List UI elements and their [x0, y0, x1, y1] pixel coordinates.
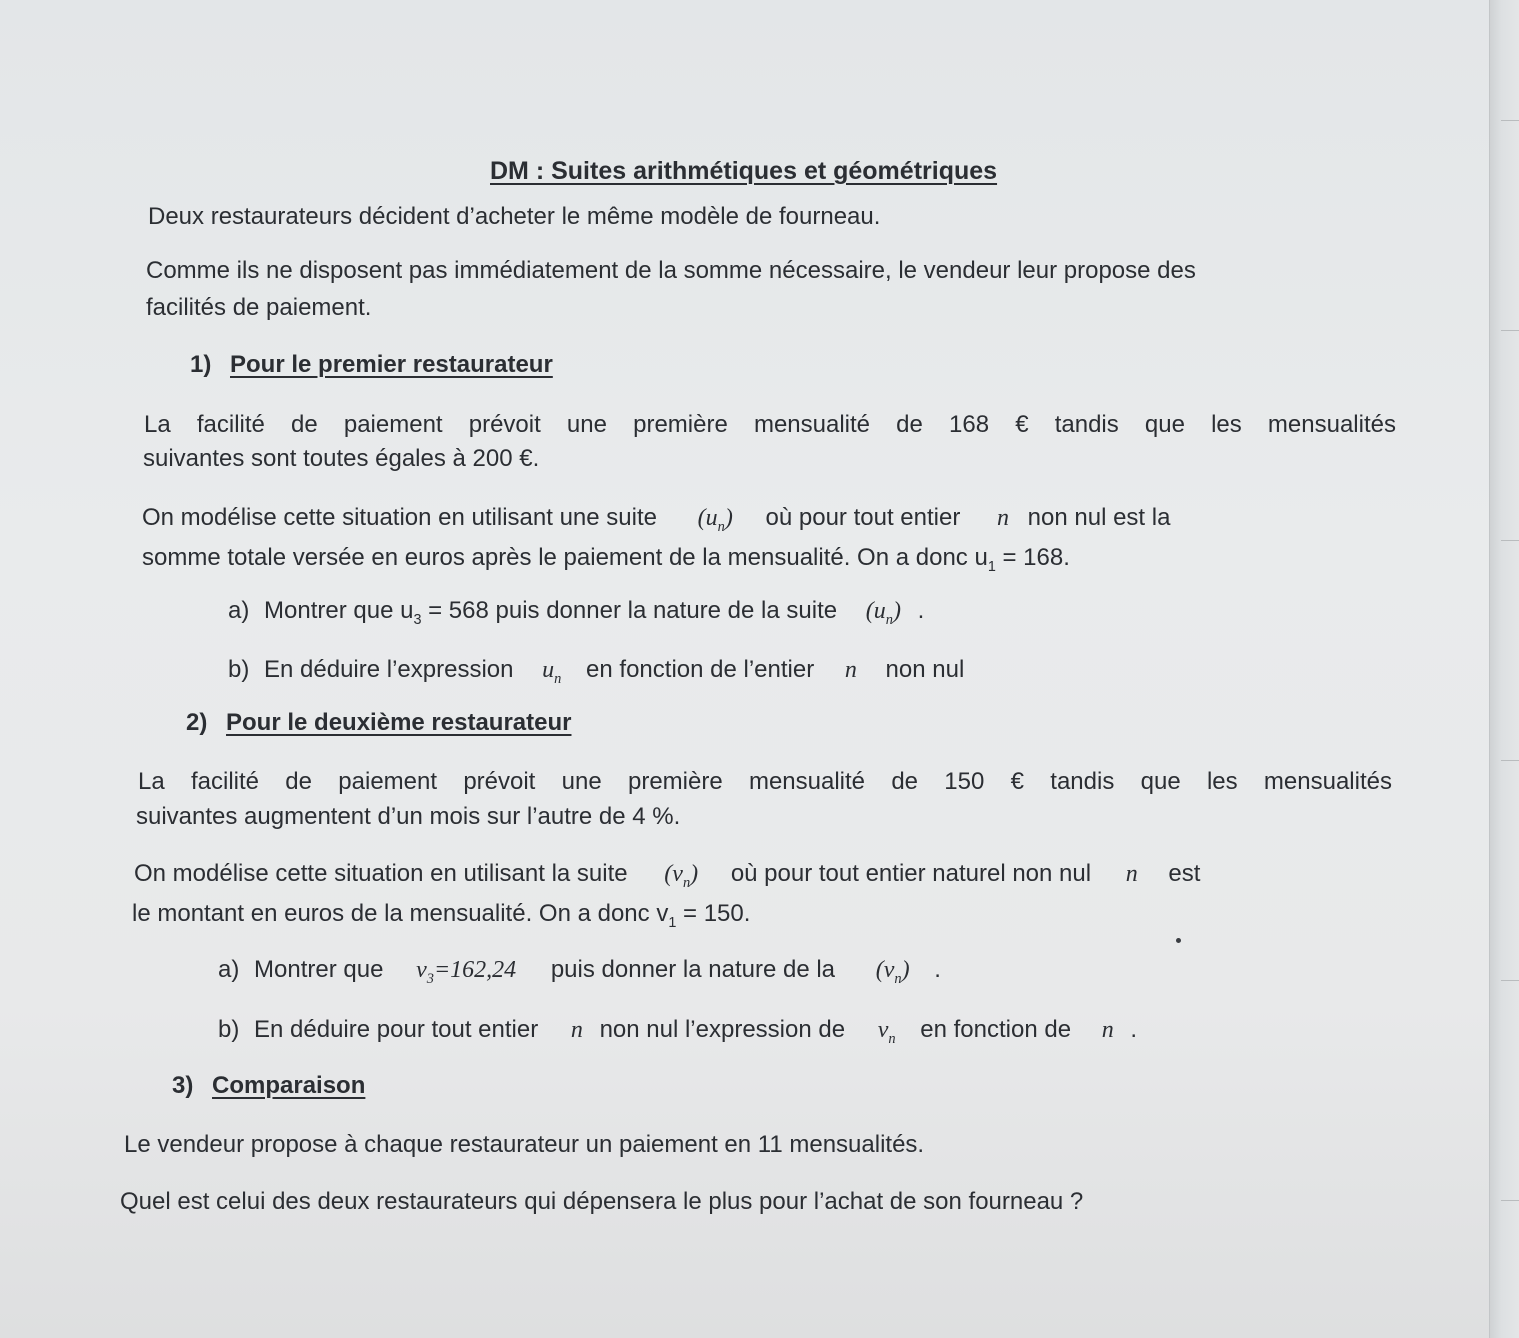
- part2-paragraph-2-line-2: [132, 899, 750, 929]
- term-v3-value: $v_3=162,24$: [416, 957, 517, 987]
- part1-question-a: a) Montrer que $u_3 = 568$ puis donner la nature de la suite $(u_n)$ .: [228, 597, 925, 628]
- question-text: Montrer que: [254, 956, 384, 983]
- question-text: En déduire pour tout entier: [254, 1016, 539, 1043]
- part2-text: On modélise cette situation en utilisant la suite: [134, 860, 628, 887]
- part1-text: = 168.: [995, 544, 1070, 571]
- part1-text: somme totale versée en euros après le paiement de la mensualité. On a donc u: [142, 544, 988, 571]
- part1-question-b: [228, 655, 964, 685]
- question-label: a): [218, 956, 240, 983]
- variable-n: n: [570, 1017, 583, 1043]
- section-1-number: 1): [190, 351, 212, 378]
- section-3-title: Comparaison: [212, 1072, 366, 1099]
- sequence-v-n: $(v_n)$: [664, 861, 699, 891]
- section-1-heading: [190, 350, 553, 380]
- part2-text: le montant en euros de la mensualité. On a donc v: [132, 900, 669, 927]
- sequence-v-n: $(v_n)$: [875, 957, 910, 987]
- variable-n: n: [1125, 861, 1138, 887]
- question-label: b): [228, 656, 250, 683]
- part1-paragraph-2-line-1: [142, 503, 1170, 533]
- section-2-number: 2): [186, 709, 208, 736]
- part1-text: où pour tout entier: [765, 504, 961, 531]
- part3-line-1: Le vendeur propose à chaque restaurateur un paiement en 11 mensualités.: [124, 1131, 925, 1158]
- ink-dot: [1176, 938, 1181, 943]
- part1-paragraph-1-line-2: suivantes sont toutes égales à 200 €.: [143, 445, 540, 472]
- part1-paragraph-1-line-1: La facilité de paiement prévoit une première mensualité de 168 € tandis que les mensualités: [144, 411, 1396, 438]
- intro-line-3: facilités de paiement.: [146, 294, 372, 321]
- question-label: b): [218, 1016, 240, 1043]
- section-2-heading: [186, 708, 571, 738]
- sequence-u-n: $(u_n)$: [865, 598, 901, 628]
- edge-line: [1501, 120, 1519, 121]
- document-title: DM : Suites arithmétiques et géométriques: [490, 157, 998, 185]
- intro-line-1: Deux restaurateurs décident d’acheter le même modèle de fourneau.: [148, 203, 881, 230]
- question-text: en fonction de: [920, 1016, 1072, 1043]
- part2-text: = 150.: [676, 900, 751, 927]
- edge-line: [1501, 980, 1519, 981]
- question-text: Montrer que u: [264, 597, 414, 624]
- sequence-u-n: $(u_n)$: [697, 505, 733, 535]
- part1-text: non nul est la: [1027, 504, 1171, 531]
- subscript: 1: [668, 914, 677, 931]
- part2-question-a: a) Montrer que $v_3=162,24$ puis donner la nature de la $(v_n)$ .: [218, 956, 941, 987]
- part1-paragraph-2-line-2: [142, 543, 1070, 573]
- edge-line: [1501, 540, 1519, 541]
- part2-paragraph-1-line-1: La facilité de paiement prévoit une première mensualité de 150 € tandis que les mensualités: [138, 768, 1392, 795]
- term-v-n: $v_n$: [877, 1017, 896, 1047]
- part3-line-2: Quel est celui des deux restaurateurs qui dépensera le plus pour l’achat de son fourneau ?: [120, 1188, 1084, 1215]
- edge-line: [1501, 1200, 1519, 1201]
- section-3-heading: [172, 1071, 365, 1101]
- question-text: non nul: [885, 656, 965, 683]
- page-edge-binding: [1489, 0, 1519, 1338]
- variable-n: n: [997, 505, 1009, 531]
- question-text: en fonction de l’entier: [586, 656, 815, 683]
- part1-text: On modélise cette situation en utilisant une suite: [142, 504, 657, 531]
- intro-line-2: Comme ils ne disposent pas immédiatement de la somme nécessaire, le vendeur leur propose des: [146, 257, 1196, 284]
- part2-text: est: [1168, 860, 1201, 887]
- part2-question-b: b) En déduire pour tout entier n non nul l’expression de $v_n$ en fonction de n .: [218, 1016, 1138, 1047]
- variable-n: n: [1101, 1017, 1114, 1043]
- question-text: non nul l’expression de: [599, 1016, 846, 1043]
- edge-line: [1501, 760, 1519, 761]
- question-text: = 568 puis donner la nature de la suite: [421, 597, 838, 624]
- part2-paragraph-1-line-2: suivantes augmentent d’un mois sur l’autre de 4 %.: [136, 803, 681, 830]
- question-label: a): [228, 597, 250, 624]
- variable-n: n: [844, 657, 857, 683]
- subscript: 1: [987, 558, 996, 575]
- term-u-n: $u_n$: [542, 657, 562, 687]
- question-text: En déduire l’expression: [264, 656, 514, 683]
- section-2-title: Pour le deuxième restaurateur: [226, 709, 572, 736]
- section-3-number: 3): [172, 1072, 194, 1099]
- edge-line: [1501, 330, 1519, 331]
- section-1-title: Pour le premier restaurateur: [230, 351, 553, 378]
- subscript: 3: [413, 611, 422, 628]
- part2-paragraph-2-line-1: [134, 859, 1200, 889]
- part2-text: où pour tout entier naturel non nul: [730, 860, 1092, 887]
- question-text: puis donner la nature de la: [550, 956, 836, 983]
